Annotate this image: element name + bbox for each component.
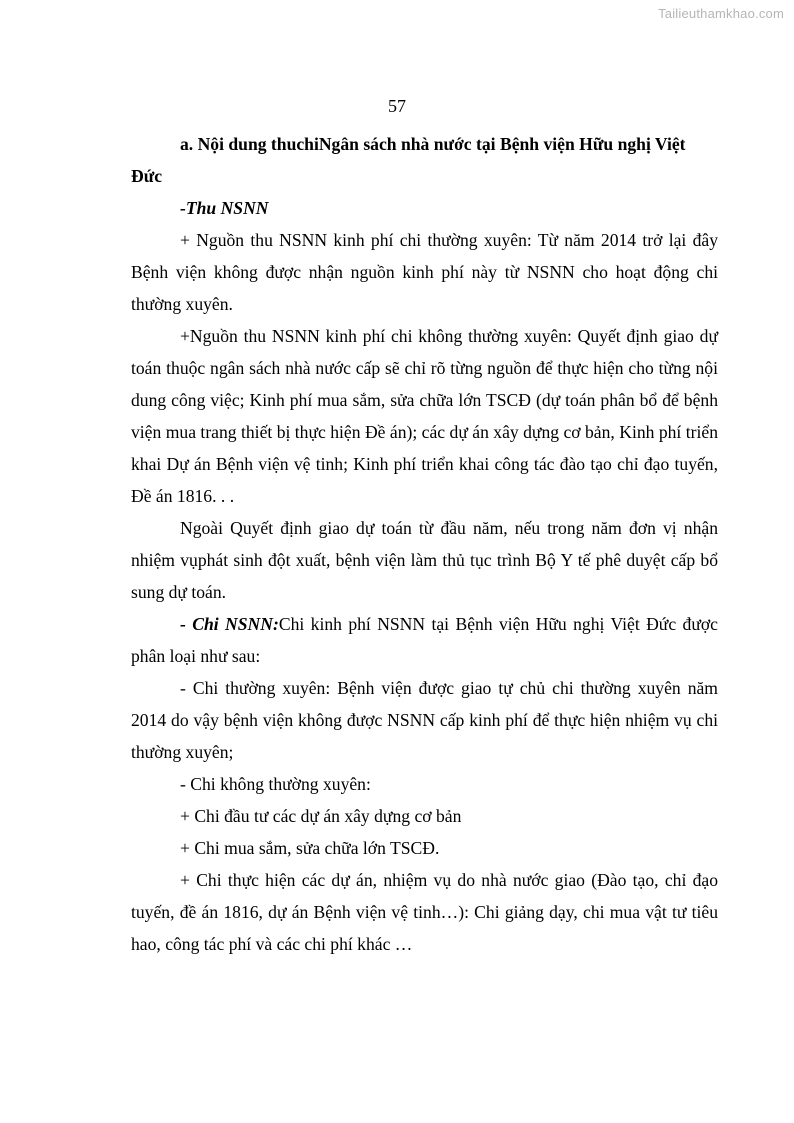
page-number: 57 [388, 96, 406, 116]
paragraph-thu-3: Ngoài Quyết định giao dự toán từ đầu năm, nếu trong năm đơn vị nhận nhiệm vụphát sinh đột xuất, bệnh viện làm thủ tục trình Bộ Y tế phê duyệt cấp bổ sung dự toán. [131, 518, 718, 602]
paragraph-chi-1: - Chi thường xuyên: Bệnh viện được giao tự chủ chi thường xuyên năm 2014 do vậy bệnh viện không được NSNN cấp kinh phí để thực hiện nhiệm vụ chi thường xuyên; [131, 678, 718, 762]
thu-nsnn-label: -Thu NSNN [180, 198, 269, 218]
paragraph-chi-intro [131, 608, 718, 672]
paragraph-chi-2: - Chi không thường xuyên: [180, 774, 371, 794]
section-heading: a. Nội dung thuchiNgân sách nhà nước tại Bệnh viện Hữu nghị Việt Đức [131, 134, 686, 186]
paragraph-chi-5: + Chi thực hiện các dự án, nhiệm vụ do nhà nước giao (Đào tạo, chỉ đạo tuyến, đề án 1816, dự án Bệnh viện vệ tinh…): Chi giảng dạy, chi mua vật tư tiêu hao, công tác phí và các chi phí khác … [131, 870, 718, 954]
chi-nsnn-text: Chi kinh phí NSNN tại Bệnh viện Hữu nghị Việt Đức được phân loại như sau: [131, 614, 718, 666]
paragraph-chi-4: + Chi mua sắm, sửa chữa lớn TSCĐ. [180, 838, 440, 858]
watermark-text: Tailieuthamkhao.com [658, 6, 784, 21]
paragraph-thu-1: + Nguồn thu NSNN kinh phí chi thường xuyên: Từ năm 2014 trở lại đây Bệnh viện không được nhận nguồn kinh phí này từ NSNN cho hoạt động chi thường xuyên. [131, 230, 718, 314]
chi-nsnn-label: - Chi NSNN: [180, 614, 279, 634]
paragraph-chi-3: + Chi đầu tư các dự án xây dựng cơ bản [180, 806, 462, 826]
document-body [131, 128, 718, 960]
paragraph-thu-2: +Nguồn thu NSNN kinh phí chi không thường xuyên: Quyết định giao dự toán thuộc ngân sách nhà nước cấp sẽ chỉ rõ từng nguồn để thực hiện cho từng nội dung công việc; Kinh phí mua sắm, sửa chữa lớn TSCĐ (dự toán phân bổ để bệnh viện mua trang thiết bị thực hiện Đề án); các dự án xây dựng cơ bản, Kinh phí triển khai Dự án Bệnh viện vệ tinh; Kinh phí triển khai công tác đào tạo chỉ đạo tuyến, Đề án 1816. . . [131, 326, 718, 506]
subsection-thu-title [131, 192, 718, 224]
